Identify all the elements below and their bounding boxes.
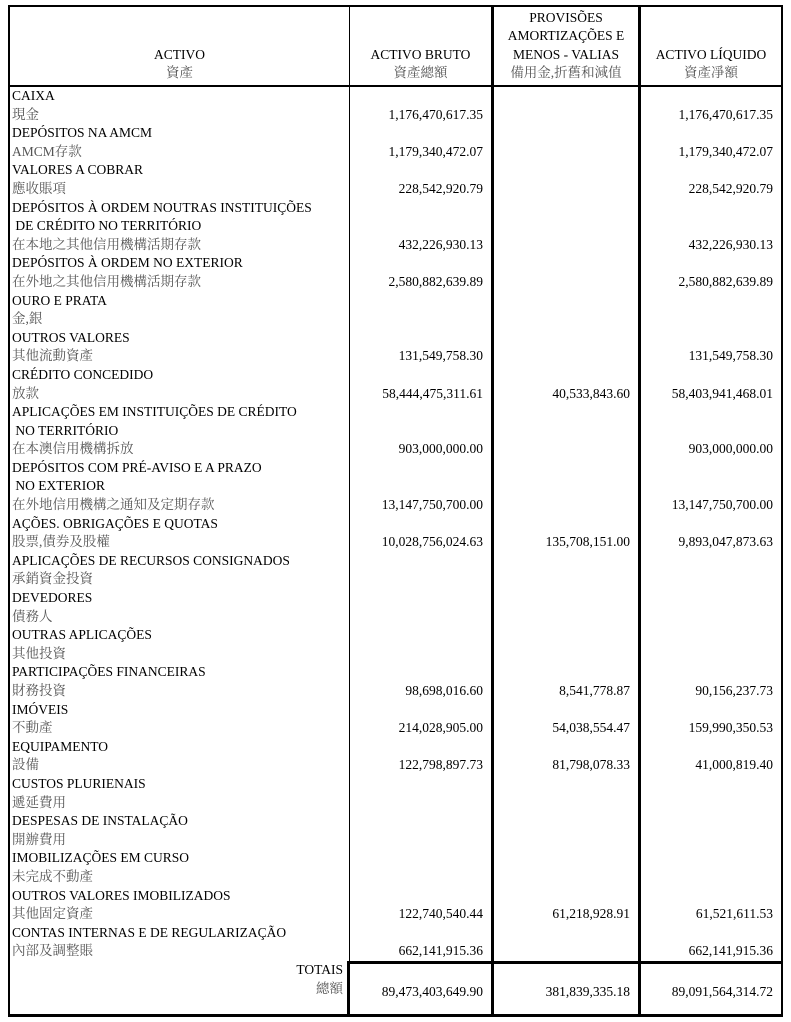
asset-label-cell bbox=[10, 626, 350, 663]
header-provisoes bbox=[494, 7, 641, 85]
header-activo-pt: ACTIVO bbox=[154, 46, 205, 62]
gross-amount: 1,179,340,472.07 bbox=[388, 143, 483, 159]
asset-label-cell bbox=[10, 701, 350, 738]
asset-name-pt: NO EXTERIOR bbox=[12, 478, 105, 494]
provisions-value-cell bbox=[494, 775, 641, 812]
asset-name-pt: CAIXA bbox=[12, 88, 55, 103]
provisions-value-cell bbox=[494, 87, 641, 124]
asset-label-cell bbox=[10, 292, 350, 329]
asset-name-pt: DEPÓSITOS COM PRÉ-AVISO E A PRAZO bbox=[12, 459, 262, 475]
net-amount: 228,542,920.79 bbox=[688, 180, 773, 196]
gross-value-cell bbox=[350, 199, 494, 255]
gross-value-cell bbox=[350, 887, 494, 924]
header-provisoes-zh: 備用金,折舊和減值 bbox=[510, 65, 622, 81]
gross-amount: 903,000,000.00 bbox=[398, 441, 483, 457]
net-value-cell bbox=[641, 589, 781, 626]
gross-value-cell bbox=[350, 589, 494, 626]
provisions-value-cell bbox=[494, 199, 641, 255]
provisions-value-cell bbox=[494, 701, 641, 738]
asset-label-cell bbox=[10, 887, 350, 924]
asset-name-zh: 開辦費用 bbox=[12, 831, 66, 847]
totals-label-zh: 總額 bbox=[316, 980, 343, 996]
asset-label-cell bbox=[10, 812, 350, 849]
gross-amount: 13,147,750,700.00 bbox=[381, 497, 483, 513]
net-amount: 2,580,882,639.89 bbox=[678, 273, 773, 289]
header-activo bbox=[10, 7, 350, 85]
net-amount: 41,000,819.40 bbox=[695, 757, 773, 773]
asset-label-cell bbox=[10, 161, 350, 198]
provisions-amount: 81,798,078.33 bbox=[552, 757, 630, 773]
gross-value-cell bbox=[350, 812, 494, 849]
asset-name-pt: OURO E PRATA bbox=[12, 292, 107, 308]
asset-label-cell bbox=[10, 663, 350, 700]
net-amount: 13,147,750,700.00 bbox=[671, 497, 773, 513]
asset-name-pt: DE CRÉDITO NO TERRITÓRIO bbox=[12, 218, 202, 234]
provisions-value-cell bbox=[494, 552, 641, 589]
provisions-value-cell bbox=[494, 292, 641, 329]
gross-value-cell bbox=[350, 329, 494, 366]
gross-value-cell bbox=[350, 403, 494, 459]
net-amount: 131,549,758.30 bbox=[688, 348, 773, 364]
asset-label-cell bbox=[10, 459, 350, 515]
asset-name-zh: 應收賬項 bbox=[12, 180, 66, 196]
asset-name-zh: 其他固定資產 bbox=[12, 906, 93, 922]
asset-name-pt: DEPÓSITOS À ORDEM NO EXTERIOR bbox=[12, 255, 243, 271]
asset-label-cell bbox=[10, 849, 350, 886]
asset-name-pt: APLICAÇÕES EM INSTITUIÇÕES DE CRÉDITO bbox=[12, 404, 297, 420]
net-amount: 9,893,047,873.63 bbox=[678, 534, 773, 550]
header-activo-bruto-zh: 資產總額 bbox=[393, 65, 448, 81]
gross-amount: 662,141,915.36 bbox=[398, 943, 483, 959]
asset-label-cell bbox=[10, 552, 350, 589]
header-activo-bruto bbox=[350, 7, 494, 85]
provisions-value-cell bbox=[494, 161, 641, 198]
gross-amount: 228,542,920.79 bbox=[398, 180, 483, 196]
table-header bbox=[10, 7, 781, 87]
gross-value-cell bbox=[350, 459, 494, 515]
asset-name-pt: CUSTOS PLURIENAIS bbox=[12, 775, 146, 791]
gross-value-cell bbox=[350, 87, 494, 124]
net-value-cell bbox=[641, 515, 781, 552]
asset-name-pt: OUTROS VALORES bbox=[12, 329, 130, 345]
net-value-cell bbox=[641, 552, 781, 589]
net-amount: 903,000,000.00 bbox=[688, 441, 773, 457]
provisions-value-cell bbox=[494, 459, 641, 515]
provisions-value-cell bbox=[494, 924, 641, 961]
asset-name-zh: 現金 bbox=[12, 106, 39, 122]
balance-sheet-table bbox=[8, 5, 783, 1017]
totals-provisions-value bbox=[494, 961, 641, 1016]
asset-label-cell bbox=[10, 199, 350, 255]
net-value-cell bbox=[641, 161, 781, 198]
asset-name-zh: 承銷資金投資 bbox=[12, 571, 93, 587]
asset-name-zh: 未完成不動產 bbox=[12, 868, 93, 884]
totals-net-value bbox=[641, 961, 781, 1016]
header-provisoes-line3: MENOS - VALIAS bbox=[512, 46, 620, 62]
totals-gross-amount: 89,473,403,649.90 bbox=[381, 983, 483, 999]
asset-name-zh: 遞延費用 bbox=[12, 794, 66, 810]
asset-name-pt: CONTAS INTERNAS E DE REGULARIZAÇÃO bbox=[12, 924, 287, 940]
header-activo-zh: 資產 bbox=[166, 65, 193, 81]
gross-value-cell bbox=[350, 663, 494, 700]
asset-name-zh: 不動產 bbox=[12, 720, 53, 736]
asset-name-pt: EQUIPAMENTO bbox=[12, 738, 109, 754]
provisions-value-cell bbox=[494, 812, 641, 849]
net-value-cell bbox=[641, 254, 781, 291]
gross-value-cell bbox=[350, 924, 494, 961]
provisions-amount: 54,038,554.47 bbox=[552, 720, 630, 736]
gross-value-cell bbox=[350, 701, 494, 738]
totals-provisions-amount: 381,839,335.18 bbox=[545, 983, 630, 999]
gross-amount: 131,549,758.30 bbox=[398, 348, 483, 364]
asset-name-zh: 金,銀 bbox=[12, 311, 43, 327]
gross-value-cell bbox=[350, 515, 494, 552]
asset-label-cell bbox=[10, 329, 350, 366]
net-value-cell bbox=[641, 701, 781, 738]
gross-value-cell bbox=[350, 775, 494, 812]
gross-amount: 214,028,905.00 bbox=[398, 720, 483, 736]
asset-name-zh: 在外地之其他信用機構活期存款 bbox=[12, 273, 201, 289]
asset-name-zh: 在外地信用機構之通知及定期存款 bbox=[12, 497, 215, 513]
table-body bbox=[10, 87, 781, 961]
provisions-value-cell bbox=[494, 403, 641, 459]
net-amount: 159,990,350.53 bbox=[688, 720, 773, 736]
gross-amount: 2,580,882,639.89 bbox=[388, 273, 483, 289]
net-value-cell bbox=[641, 887, 781, 924]
net-value-cell bbox=[641, 329, 781, 366]
asset-name-pt: AÇÕES. OBRIGAÇÕES E QUOTAS bbox=[12, 515, 218, 531]
asset-label-cell bbox=[10, 366, 350, 403]
net-value-cell bbox=[641, 775, 781, 812]
asset-name-pt: DESPESAS DE INSTALAÇÃO bbox=[12, 813, 188, 829]
net-value-cell bbox=[641, 812, 781, 849]
net-value-cell bbox=[641, 292, 781, 329]
asset-label-cell bbox=[10, 775, 350, 812]
gross-value-cell bbox=[350, 161, 494, 198]
header-activo-liquido-pt: ACTIVO LÍQUIDO bbox=[655, 46, 767, 62]
asset-label-cell bbox=[10, 254, 350, 291]
gross-value-cell bbox=[350, 626, 494, 663]
provisions-amount: 61,218,928.91 bbox=[552, 906, 630, 922]
asset-name-pt: IMÓVEIS bbox=[12, 701, 69, 717]
provisions-value-cell bbox=[494, 366, 641, 403]
net-amount: 90,156,237.73 bbox=[695, 683, 773, 698]
net-amount: 432,226,930.13 bbox=[688, 236, 773, 252]
asset-label-cell bbox=[10, 124, 350, 161]
asset-name-zh: 其他流動資產 bbox=[12, 348, 93, 364]
gross-amount: 10,028,756,024.63 bbox=[381, 534, 483, 550]
net-amount: 58,403,941,468.01 bbox=[671, 385, 773, 401]
header-activo-liquido bbox=[641, 7, 781, 85]
net-value-cell bbox=[641, 403, 781, 459]
provisions-value-cell bbox=[494, 663, 641, 700]
provisions-value-cell bbox=[494, 515, 641, 552]
net-value-cell bbox=[641, 738, 781, 775]
net-value-cell bbox=[641, 459, 781, 515]
net-amount: 662,141,915.36 bbox=[688, 943, 773, 959]
gross-value-cell bbox=[350, 292, 494, 329]
asset-name-zh: 放款 bbox=[12, 385, 39, 401]
asset-name-pt: APLICAÇÕES DE RECURSOS CONSIGNADOS bbox=[12, 552, 290, 568]
asset-name-pt: CRÉDITO CONCEDIDO bbox=[12, 366, 154, 382]
net-amount: 61,521,611.53 bbox=[695, 906, 773, 922]
provisions-value-cell bbox=[494, 887, 641, 924]
header-provisoes-line2: AMORTIZAÇÕES E bbox=[507, 28, 625, 44]
asset-label-cell bbox=[10, 403, 350, 459]
gross-value-cell bbox=[350, 552, 494, 589]
asset-name-zh: 內部及調整賬 bbox=[12, 943, 93, 959]
asset-label-cell bbox=[10, 738, 350, 775]
gross-value-cell bbox=[350, 849, 494, 886]
totals-label-cell bbox=[10, 961, 350, 1016]
asset-name-pt: OUTROS VALORES IMOBILIZADOS bbox=[12, 887, 231, 903]
totals-net-amount: 89,091,564,314.72 bbox=[671, 983, 773, 999]
provisions-amount: 8,541,778.87 bbox=[559, 683, 630, 698]
gross-value-cell bbox=[350, 254, 494, 291]
gross-value-cell bbox=[350, 124, 494, 161]
provisions-value-cell bbox=[494, 124, 641, 161]
totals-label-pt: TOTAIS bbox=[296, 962, 343, 977]
gross-amount: 122,740,540.44 bbox=[398, 906, 483, 922]
net-value-cell bbox=[641, 663, 781, 700]
gross-amount: 98,698,016.60 bbox=[405, 683, 483, 698]
totals-gross-value bbox=[350, 961, 494, 1016]
net-value-cell bbox=[641, 366, 781, 403]
provisions-value-cell bbox=[494, 589, 641, 626]
header-activo-bruto-pt: ACTIVO BRUTO bbox=[370, 46, 471, 62]
asset-name-pt: PARTICIPAÇÕES FINANCEIRAS bbox=[12, 664, 206, 680]
net-value-cell bbox=[641, 87, 781, 124]
header-activo-liquido-zh: 資產凈額 bbox=[684, 65, 738, 81]
asset-label-cell bbox=[10, 87, 350, 124]
asset-name-zh: 其他投資 bbox=[12, 645, 66, 661]
net-value-cell bbox=[641, 124, 781, 161]
net-value-cell bbox=[641, 924, 781, 961]
asset-name-pt: IMOBILIZAÇÕES EM CURSO bbox=[12, 850, 190, 866]
provisions-value-cell bbox=[494, 849, 641, 886]
provisions-value-cell bbox=[494, 626, 641, 663]
net-value-cell bbox=[641, 626, 781, 663]
net-value-cell bbox=[641, 199, 781, 255]
asset-name-pt: OUTRAS APLICAÇÕES bbox=[12, 627, 152, 643]
asset-name-zh: AMCM存款 bbox=[12, 143, 82, 159]
header-provisoes-line1: PROVISÕES bbox=[529, 9, 603, 25]
net-amount: 1,176,470,617.35 bbox=[678, 106, 773, 122]
net-value-cell bbox=[641, 849, 781, 886]
asset-label-cell bbox=[10, 515, 350, 552]
asset-label-cell bbox=[10, 589, 350, 626]
asset-name-zh: 債務人 bbox=[12, 608, 53, 624]
asset-name-pt: DEVEDORES bbox=[12, 590, 93, 606]
asset-name-zh: 在本地之其他信用機構活期存款 bbox=[12, 236, 201, 252]
gross-value-cell bbox=[350, 366, 494, 403]
gross-amount: 122,798,897.73 bbox=[398, 757, 483, 773]
asset-name-pt: VALORES A COBRAR bbox=[12, 162, 144, 178]
asset-name-pt: DEPÓSITOS À ORDEM NOUTRAS INSTITUIÇÕES bbox=[12, 199, 312, 215]
provisions-amount: 135,708,151.00 bbox=[545, 534, 630, 550]
totals-row bbox=[10, 961, 781, 1016]
provisions-value-cell bbox=[494, 329, 641, 366]
gross-amount: 58,444,475,311.61 bbox=[382, 385, 483, 401]
provisions-amount: 40,533,843.60 bbox=[552, 385, 630, 401]
provisions-value-cell bbox=[494, 738, 641, 775]
provisions-value-cell bbox=[494, 254, 641, 291]
asset-name-zh: 設備 bbox=[12, 757, 39, 773]
asset-name-pt: NO TERRITÓRIO bbox=[12, 422, 119, 438]
net-amount: 1,179,340,472.07 bbox=[678, 143, 773, 159]
asset-label-cell bbox=[10, 924, 350, 961]
gross-amount: 1,176,470,617.35 bbox=[388, 106, 483, 122]
asset-name-pt: DEPÓSITOS NA AMCM bbox=[12, 125, 153, 141]
asset-name-zh: 財務投資 bbox=[12, 683, 66, 698]
gross-amount: 432,226,930.13 bbox=[398, 236, 483, 252]
gross-value-cell bbox=[350, 738, 494, 775]
asset-name-zh: 在本澳信用機構拆放 bbox=[12, 441, 134, 457]
asset-name-zh: 股票,債券及股權 bbox=[12, 534, 110, 550]
